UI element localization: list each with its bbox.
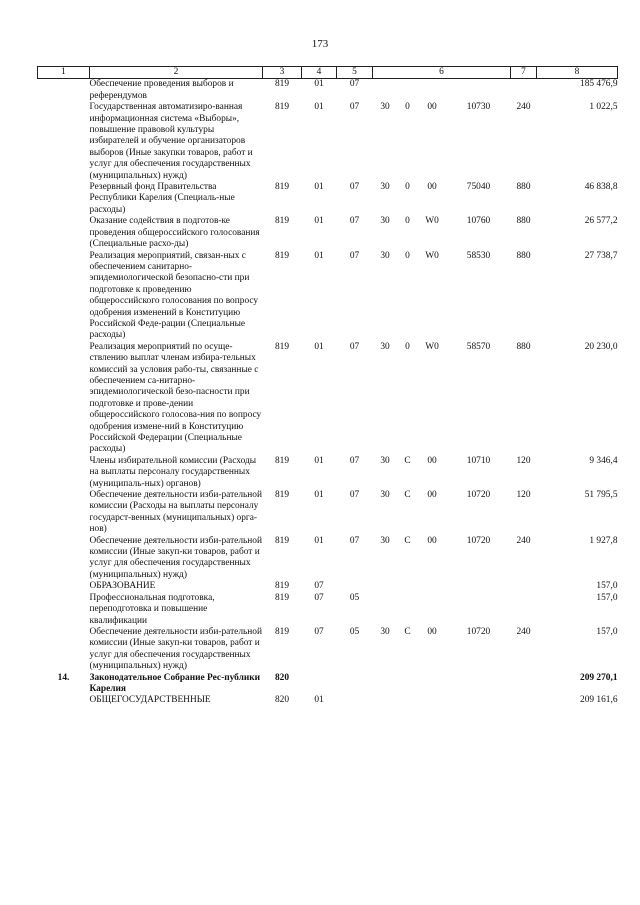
row-amount: 1 022,5 [589, 102, 618, 113]
header-col-7: 7 [511, 67, 537, 79]
row-amount: 157,0 [596, 592, 618, 603]
row-col4: 01 [314, 102, 324, 113]
row-code-part1: 30 [380, 182, 390, 193]
row-col3: 819 [274, 581, 290, 592]
row-code-part4: 10710 [466, 455, 491, 466]
row-col3: 819 [274, 535, 290, 546]
row-col4: 07 [314, 626, 324, 637]
row-col5: 07 [349, 535, 360, 546]
row-col3: 819 [274, 341, 290, 352]
row-code-part2 [398, 581, 418, 592]
table-row [38, 673, 618, 696]
row-col7: 240 [516, 535, 531, 546]
budget-table [37, 66, 618, 707]
row-amount: 185 476,9 [580, 79, 618, 90]
row-amount: 20 230,0 [584, 341, 618, 352]
row-code-part1: 30 [380, 490, 390, 501]
row-col7 [511, 581, 537, 592]
row-col5: 07 [349, 341, 360, 352]
row-code-part3: 00 [427, 102, 437, 113]
row-col5: 07 [349, 102, 360, 113]
row-code-part1 [373, 79, 398, 102]
row-code-part3: 00 [427, 455, 437, 466]
row-code-part3 [418, 673, 447, 696]
row-index [38, 79, 90, 102]
row-col5: 07 [349, 250, 360, 261]
row-code-part2: С [404, 626, 411, 637]
row-index [38, 182, 90, 216]
row-col5: 05 [349, 626, 360, 637]
row-col7: 120 [516, 490, 531, 501]
table-row [38, 581, 618, 592]
row-code-part4: 10760 [466, 216, 491, 227]
row-code-part2: 0 [405, 182, 410, 193]
table-row [38, 79, 618, 102]
row-code-part2: 0 [405, 341, 410, 352]
row-index [38, 342, 90, 456]
row-code-part2: 0 [405, 250, 410, 261]
row-code-part4 [447, 593, 511, 627]
row-col7: 120 [516, 455, 531, 466]
row-col3: 820 [274, 695, 290, 706]
row-name: Обеспечение деятельности изби-рательной комиссии (Расходы на выплаты персоналу государст-венных (муниципальных) орга-нов) [89, 490, 263, 535]
row-col5: 07 [349, 182, 360, 193]
header-col-3: 3 [263, 67, 302, 79]
row-code-part1: 30 [380, 455, 390, 466]
row-col3: 820 [274, 672, 290, 683]
row-code-part4: 58530 [466, 250, 491, 261]
row-index: 14. [57, 672, 70, 683]
row-code-part2 [398, 673, 418, 696]
row-code-part4: 58570 [466, 341, 491, 352]
header-col-1: 1 [38, 67, 90, 79]
row-name: Реализация мероприятий, связан-ных с обеспечением санитарно-эпидемиологической безопасно-сти при подготовке к проведению общероссийского голосования по вопросу одобрения изменений в Конституцию Российской Феде-рации (Специальные расходы) [89, 250, 259, 341]
row-amount: 9 346,4 [589, 455, 618, 466]
row-col4: 01 [314, 490, 324, 501]
row-name: ОБЩЕГОСУДАРСТВЕННЫЕ [89, 695, 211, 706]
row-amount: 209 161,6 [580, 695, 618, 706]
row-code-part4: 10720 [466, 490, 491, 501]
row-code-part1: 30 [380, 250, 390, 261]
row-amount: 27 738,7 [584, 250, 618, 261]
row-code-part2 [398, 695, 418, 706]
row-col3: 819 [274, 490, 290, 501]
row-col7: 880 [516, 250, 531, 261]
row-amount: 157,0 [596, 626, 618, 637]
row-col4: 07 [314, 592, 324, 603]
row-col4: 01 [314, 535, 324, 546]
row-col3: 819 [274, 626, 290, 637]
row-col7: 880 [516, 341, 531, 352]
row-col4 [302, 673, 337, 696]
row-code-part2: 0 [405, 216, 410, 227]
row-code-part3: 00 [427, 490, 437, 501]
row-col5: 05 [349, 592, 360, 603]
header-col-4: 4 [302, 67, 337, 79]
row-amount: 46 838,8 [584, 182, 618, 193]
row-code-part3: 00 [427, 182, 437, 193]
row-code-part3: W0 [425, 341, 439, 352]
row-amount: 157,0 [596, 581, 618, 592]
row-code-part2: 0 [405, 102, 410, 113]
row-col4: 01 [314, 695, 324, 706]
row-col5: 07 [349, 455, 360, 466]
row-code-part1 [373, 581, 398, 592]
row-col4: 07 [314, 581, 324, 592]
row-name: Профессиональная подготовка, переподготовка и повышение квалификации [89, 592, 215, 626]
row-col5 [337, 673, 373, 696]
header-row [38, 67, 618, 79]
row-amount: 26 577,2 [584, 216, 618, 227]
row-code-part4 [447, 581, 511, 592]
row-name: Законодательное Собрание Рес-публики Карелия [89, 672, 261, 694]
row-code-part3 [418, 695, 447, 706]
row-code-part1: 30 [380, 216, 390, 227]
row-name: Государственная автоматизиро-ванная информационная система «Выборы», повышение правовой культуры избирателей и обучение организаторов выборов (Иные закупки товаров, работ и услуг для обеспечения государственных (муниципальных) нужд) [89, 102, 253, 181]
row-code-part4 [447, 673, 511, 696]
row-col3: 819 [274, 79, 290, 90]
row-col7: 240 [516, 626, 531, 637]
row-name: Обеспечение проведения выборов и референдумов [89, 79, 234, 101]
table-row [38, 216, 618, 250]
row-code-part3 [418, 79, 447, 102]
row-code-part1 [373, 593, 398, 627]
row-col3: 819 [274, 592, 290, 603]
row-code-part1: 30 [380, 626, 390, 637]
header-col-6: 6 [373, 67, 511, 79]
row-col3: 819 [274, 102, 290, 113]
row-code-part1 [373, 695, 398, 706]
table-body [38, 79, 618, 707]
row-col5 [337, 695, 373, 706]
table-row [38, 342, 618, 456]
row-index [38, 456, 90, 490]
page-number: 173 [311, 38, 329, 50]
row-index [38, 102, 90, 182]
table-row [38, 627, 618, 673]
row-code-part1: 30 [380, 535, 390, 546]
row-col4: 01 [314, 455, 324, 466]
row-name: Члены избирательной комиссии (Расходы на выплаты персоналу государственных (муниципаль-ных) органов) [89, 455, 257, 489]
row-col3: 819 [274, 216, 290, 227]
row-index [38, 627, 90, 673]
row-code-part3: W0 [425, 250, 439, 261]
row-code-part3: W0 [425, 216, 439, 227]
table-row [38, 456, 618, 490]
row-code-part1 [373, 673, 398, 696]
row-code-part4 [447, 79, 511, 102]
row-name: Резервный фонд Правительства Республики Карелия (Специаль-ные расходы) [89, 182, 235, 215]
row-col4: 01 [314, 79, 324, 90]
row-col4: 01 [314, 250, 324, 261]
row-col4: 01 [314, 216, 324, 227]
row-index [38, 490, 90, 536]
row-col7: 880 [516, 182, 531, 193]
row-name: Реализация мероприятий по осуще-ствлению выплат членам избира-тельных комиссий за условия рабо-ты, связанные с обеспечением са-нитарно-эпидемиологической безо-пасности при подготовке и прове-дении общероссийского голосова-ния по вопросу одобрения измене-ний в Конституцию Российской Федерации (Специальные расходы) [89, 341, 262, 455]
header-col-8: 8 [537, 67, 618, 79]
row-col7: 880 [516, 216, 531, 227]
row-col3: 819 [274, 250, 290, 261]
table-row [38, 490, 618, 536]
row-amount: 51 795,5 [584, 490, 618, 501]
row-col3: 819 [274, 455, 290, 466]
row-code-part3: 00 [427, 626, 437, 637]
row-index [38, 695, 90, 706]
row-col7 [511, 593, 537, 627]
row-index [38, 593, 90, 627]
row-code-part1: 30 [380, 102, 390, 113]
row-code-part4: 10730 [466, 102, 491, 113]
table-row [38, 593, 618, 627]
row-name: ОБРАЗОВАНИЕ [89, 581, 156, 592]
table-row [38, 251, 618, 342]
row-code-part2: С [404, 455, 411, 466]
row-name: Оказание содействия в подготов-ке проведения общероссийского голосования (Специальные расхо-ды) [89, 216, 260, 250]
row-col5: 07 [349, 490, 360, 501]
row-code-part1: 30 [380, 341, 390, 352]
row-col7: 240 [516, 102, 531, 113]
row-index [38, 251, 90, 342]
row-code-part2 [398, 79, 418, 102]
row-col4: 01 [314, 182, 324, 193]
row-name: Обеспечение деятельности изби-рательной комиссии (Иные закуп-ки товаров, работ и услуг для обеспечения государственных (муниципальных) нужд) [89, 626, 263, 672]
row-amount: 209 270,1 [580, 672, 618, 683]
row-code-part4: 75040 [466, 182, 491, 193]
row-col5: 07 [349, 216, 360, 227]
row-code-part2: С [404, 490, 411, 501]
row-code-part2 [398, 593, 418, 627]
row-col5: 07 [349, 79, 360, 90]
row-col3: 819 [274, 182, 290, 193]
row-code-part3 [418, 593, 447, 627]
row-code-part4 [447, 695, 511, 706]
row-col7 [511, 673, 537, 696]
row-col4: 01 [314, 341, 324, 352]
row-code-part2: С [404, 535, 411, 546]
row-index [38, 216, 90, 250]
row-code-part3: 00 [427, 535, 437, 546]
header-col-5: 5 [337, 67, 373, 79]
row-code-part3 [418, 581, 447, 592]
table-row [38, 536, 618, 582]
row-col5 [337, 581, 373, 592]
row-index [38, 581, 90, 592]
row-col7 [511, 79, 537, 102]
header-col-2: 2 [90, 67, 263, 79]
table-row [38, 102, 618, 182]
row-amount: 1 927,8 [589, 535, 618, 546]
row-index [38, 536, 90, 582]
row-code-part4: 10720 [466, 535, 491, 546]
table-row [38, 695, 618, 706]
table-row [38, 182, 618, 216]
row-code-part4: 10720 [466, 626, 491, 637]
row-col7 [511, 695, 537, 706]
row-name: Обеспечение деятельности изби-рательной комиссии (Иные закуп-ки товаров, работ и услуг для обеспечения государственных (муниципальных) нужд) [89, 535, 263, 580]
